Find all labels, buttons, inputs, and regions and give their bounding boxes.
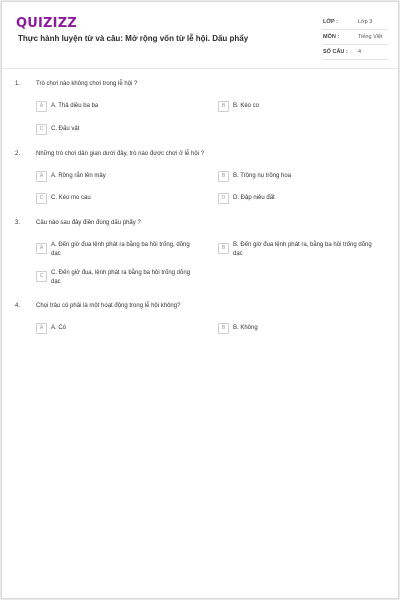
option-text: A. Đến giờ đua lệnh phát ra bằng ba hồi trống, dõng dạc bbox=[51, 242, 190, 257]
option-letter-box: C bbox=[36, 124, 47, 135]
question-number: 2. bbox=[15, 151, 21, 157]
meta-subject-value: Tiếng Việt bbox=[358, 34, 383, 40]
meta-info bbox=[322, 15, 388, 60]
option-text: A. Rồng rắn lên mây bbox=[51, 173, 106, 179]
option-text: C. Kéo mo cau bbox=[51, 195, 91, 201]
meta-grade-row bbox=[322, 15, 388, 30]
option-letter-box: B bbox=[218, 171, 229, 182]
option-letter-box: A bbox=[36, 171, 47, 182]
option-text: B. Không bbox=[233, 325, 258, 331]
meta-count-label: SỐ CÂU : bbox=[323, 49, 348, 55]
option-letter-box: A bbox=[36, 101, 47, 112]
question-text: Trò chơi nào không chơi trong lễ hội ? bbox=[36, 81, 138, 87]
question-text: Chọi trâu có phải là một hoạt động trong lễ hội không? bbox=[36, 303, 181, 309]
option-letter-box: D bbox=[218, 193, 229, 204]
option-letter-box: B bbox=[218, 101, 229, 112]
meta-grade-value: Lớp 3 bbox=[358, 19, 373, 25]
option-text: B. Đến giờ đua lệnh phát ra, bằng ba hồi trống dõng dạc bbox=[233, 242, 372, 257]
worksheet-page bbox=[1, 1, 399, 599]
option-text: D. Đập niêu đất bbox=[233, 195, 275, 201]
question-number: 4. bbox=[15, 303, 21, 309]
option-text: B. Trồng nụ trồng hoa bbox=[233, 173, 292, 179]
header-divider bbox=[2, 68, 398, 69]
option-letter-box: C bbox=[36, 271, 47, 282]
meta-subject-label: MÔN : bbox=[323, 34, 340, 40]
option-letter-box: C bbox=[36, 193, 47, 204]
option-text: B. Kéo co bbox=[233, 103, 260, 109]
worksheet-title: Thực hành luyện từ và câu: Mở rộng vốn từ lễ hội. Dấu phẩy bbox=[18, 34, 249, 43]
meta-count-value: 4 bbox=[358, 49, 362, 55]
option-letter-box: A bbox=[36, 323, 47, 334]
question-text: Những trò chơi dân gian dưới đây, trò nào được chơi ở lễ hội ? bbox=[36, 151, 205, 157]
question-text: Câu nào sau đây điền đúng dấu phẩy ? bbox=[36, 220, 141, 226]
option-letter-box: B bbox=[218, 323, 229, 334]
option-letter-box: A bbox=[36, 243, 47, 254]
option-text: A. Có bbox=[51, 325, 67, 331]
meta-grade-label: LỚP : bbox=[323, 19, 338, 25]
question-number: 3. bbox=[15, 220, 21, 226]
option-text: A. Thả diều ba ba bbox=[51, 103, 99, 109]
option-text: C. Đến giờ đua, lệnh phát ra bằng ba hồi trống dõng dạc bbox=[51, 270, 191, 285]
meta-count-row bbox=[322, 45, 388, 60]
option-letter-box: B bbox=[218, 243, 229, 254]
question-number: 1. bbox=[15, 81, 21, 87]
meta-subject-row bbox=[322, 30, 388, 45]
option-text: C. Đấu vật bbox=[51, 126, 80, 132]
quizizz-logo: QUIZIZZ bbox=[16, 16, 77, 31]
